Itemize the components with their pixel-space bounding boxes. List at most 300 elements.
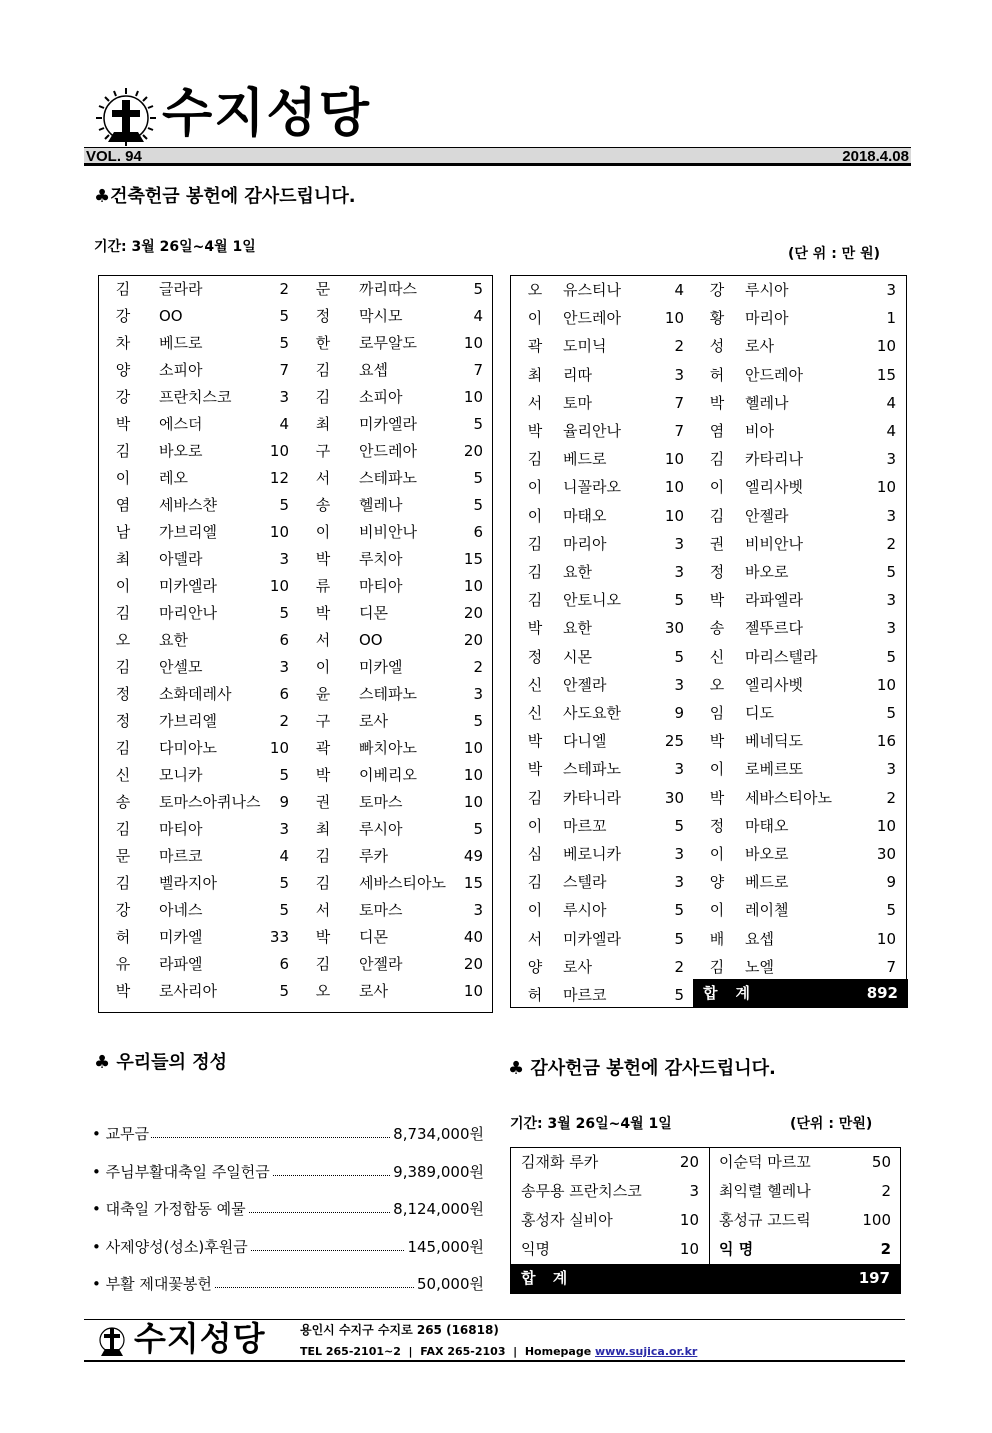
donor-row xyxy=(99,600,492,627)
donor-surname: 성 xyxy=(709,337,725,356)
donor-row xyxy=(511,671,906,699)
donor-given-name: 소화데레사 xyxy=(159,685,232,703)
donor-surname: 강 xyxy=(709,281,725,299)
donor-given-name: 요셉 xyxy=(745,929,774,948)
donor-amount: 15 xyxy=(463,550,483,568)
footer-homepage-label: Homepage xyxy=(524,1345,592,1358)
donor-surname: 김 xyxy=(527,563,543,581)
offering-item xyxy=(92,1235,484,1259)
donor-amount: 9 xyxy=(674,704,684,722)
donor-row xyxy=(511,361,906,389)
offering-item xyxy=(92,1122,484,1146)
donor-surname: 송 xyxy=(315,496,331,514)
donor-surname: 김 xyxy=(709,957,725,976)
donor-surname: 문 xyxy=(115,847,131,865)
donor-surname: 신 xyxy=(527,704,543,722)
donor-amount: 5 xyxy=(473,712,483,730)
donor-amount: 3 xyxy=(674,365,684,384)
donor-amount: 40 xyxy=(463,928,483,946)
donor-row xyxy=(511,755,906,783)
donor-given-name: 스테파노 xyxy=(359,685,417,703)
donor-amount: 3 xyxy=(473,901,483,919)
donor-surname: 곽 xyxy=(315,739,331,757)
donor-given-name: 베네딕도 xyxy=(745,732,803,751)
donor-amount: 16 xyxy=(876,732,896,751)
donor-row xyxy=(511,417,906,445)
donor-amount: 20 xyxy=(463,604,483,622)
donor-given-name: 가브리엘 xyxy=(159,712,217,730)
donor-amount: 3 xyxy=(674,675,684,694)
donor-amount: 25 xyxy=(664,732,684,751)
donor-row xyxy=(511,868,906,896)
donor-given-name: 카타니라 xyxy=(563,788,621,807)
donor-given-name: 요셉 xyxy=(359,361,388,379)
donor-given-name: 소피아 xyxy=(159,361,203,379)
donor-given-name: 바오로 xyxy=(745,845,789,863)
donor-list-left xyxy=(98,275,493,1013)
donor-surname: 한 xyxy=(315,334,331,352)
donor-row xyxy=(511,953,906,981)
donor-amount: 3 xyxy=(674,845,684,863)
footer-bottom-rule xyxy=(84,1360,905,1362)
donor-surname: 서 xyxy=(315,631,331,649)
donor-surname: 이 xyxy=(527,901,543,920)
donor-row xyxy=(511,332,906,360)
donor-surname: 박 xyxy=(527,732,543,751)
donor-amount: 15 xyxy=(463,874,483,892)
donor-row xyxy=(99,546,492,573)
donor-surname: 김 xyxy=(527,450,543,469)
donor-surname: 오 xyxy=(527,281,543,299)
donor-surname: 차 xyxy=(115,334,131,352)
donor-surname: 김 xyxy=(315,955,331,973)
donor-row xyxy=(99,924,492,951)
donor-given-name: 루시아 xyxy=(563,901,607,920)
donor-given-name: 안젤라 xyxy=(359,955,403,973)
donor-surname: 오 xyxy=(315,982,331,1000)
donor-amount: 2 xyxy=(279,280,289,298)
donor-surname: 구 xyxy=(315,712,331,730)
donor-row xyxy=(511,727,906,755)
issue-date: 2018.4.08 xyxy=(842,148,909,165)
donor-amount: 10 xyxy=(463,334,483,352)
donor-surname: 서 xyxy=(527,929,543,948)
donor-amount: 5 xyxy=(279,874,289,892)
donor-surname: 허 xyxy=(115,928,131,946)
thanks-total-label: 합 계 xyxy=(521,1269,574,1287)
donor-amount: 10 xyxy=(876,929,896,948)
donor-row xyxy=(511,784,906,812)
donor-given-name: 요한 xyxy=(563,563,592,581)
donor-surname: 최 xyxy=(315,820,331,838)
donor-surname: 최 xyxy=(315,415,331,433)
donor-given-name: 헬레나 xyxy=(745,393,789,412)
donor-amount: 3 xyxy=(886,450,896,469)
donor-row xyxy=(511,840,906,868)
donor-amount: 6 xyxy=(473,523,483,541)
donor-given-name: 마리스텔라 xyxy=(745,647,818,666)
donor-given-name: 비비안나 xyxy=(745,534,803,553)
donor-amount: 5 xyxy=(279,982,289,1000)
donor-amount: 6 xyxy=(279,685,289,703)
offering-amount: 8,734,000원 xyxy=(391,1122,484,1146)
donor-amount: 20 xyxy=(463,631,483,649)
donor-row xyxy=(99,708,492,735)
donor-amount: 10 xyxy=(463,739,483,757)
donor-surname: 구 xyxy=(315,442,331,460)
donor-surname: 심 xyxy=(527,845,543,863)
donor-given-name: 마티아 xyxy=(359,577,403,595)
donor-surname: 송 xyxy=(115,793,131,811)
thanks-period: 기간: 3월 26일~4월 1일 xyxy=(510,1116,672,1132)
donor-given-name: 다미아노 xyxy=(159,739,217,757)
donor-amount: 10 xyxy=(269,739,289,757)
donor-given-name: 도미닉 xyxy=(563,337,607,356)
donor-given-name: 마르코 xyxy=(159,847,203,865)
donor-row xyxy=(99,330,492,357)
donor-amount: 15 xyxy=(876,365,896,384)
donor-given-name: 로무알도 xyxy=(359,334,417,352)
donor-given-name: 미카엘라 xyxy=(563,929,621,948)
donor-given-name: 마르코 xyxy=(563,986,607,1004)
donor-row xyxy=(511,304,906,332)
volume-bar xyxy=(84,147,911,166)
donor-given-name: 안젤라 xyxy=(563,675,607,694)
offering-item xyxy=(92,1272,484,1296)
donor-surname: 권 xyxy=(709,534,725,553)
donor-surname: 이 xyxy=(527,478,543,497)
donor-surname: 허 xyxy=(527,986,543,1004)
donor-given-name: 미카엘 xyxy=(159,928,203,946)
donor-given-name: 안셀모 xyxy=(159,658,203,676)
donor-surname: 강 xyxy=(115,388,131,406)
donor-given-name: 로사 xyxy=(359,982,388,1000)
thanks-amount: 10 xyxy=(679,1240,699,1258)
thanks-total-value: 197 xyxy=(858,1269,890,1287)
building-fund-title: ♣건축헌금 봉헌에 감사드립니다. xyxy=(94,186,356,207)
donor-surname: 이 xyxy=(709,478,725,497)
thanks-amount: 10 xyxy=(679,1211,699,1229)
donor-given-name: 까리따스 xyxy=(359,280,417,298)
donor-given-name: 아델라 xyxy=(159,550,203,568)
thanks-table xyxy=(510,1147,901,1294)
donor-amount: 6 xyxy=(279,631,289,649)
footer-sep-2: | xyxy=(513,1345,518,1358)
donor-row xyxy=(511,699,906,727)
donor-given-name: 젤뚜르다 xyxy=(745,619,803,638)
donor-given-name: 베드로 xyxy=(563,450,607,469)
donor-given-name: 엘리사벳 xyxy=(745,478,803,497)
offering-item xyxy=(92,1160,484,1184)
donor-amount: 5 xyxy=(674,816,684,835)
donor-amount: 2 xyxy=(674,957,684,976)
donor-given-name: 빠치아노 xyxy=(359,739,417,757)
donor-row xyxy=(99,384,492,411)
donor-given-name: 에스더 xyxy=(159,415,203,433)
donor-row xyxy=(99,411,492,438)
donor-surname: 김 xyxy=(115,604,131,622)
donor-surname: 박 xyxy=(527,422,543,440)
donor-amount: 5 xyxy=(279,307,289,325)
donor-given-name: 헬레나 xyxy=(359,496,403,514)
thanks-name: 익 명 xyxy=(719,1240,754,1258)
offering-label: • 부활 제대꽃봉헌 xyxy=(92,1272,214,1296)
donor-row xyxy=(99,438,492,465)
donor-given-name: 토마스아퀴나스 xyxy=(159,793,261,811)
donor-given-name: 라파엘라 xyxy=(745,591,803,610)
donor-amount: 3 xyxy=(279,658,289,676)
donor-surname: 박 xyxy=(709,591,725,610)
building-total-label: 합계 xyxy=(703,984,768,1002)
footer-tel: TEL 265-2101~2 xyxy=(300,1345,401,1358)
donor-row xyxy=(99,735,492,762)
donor-given-name: 사도요한 xyxy=(563,704,621,722)
donor-row xyxy=(511,530,906,558)
donor-given-name: 레오 xyxy=(159,469,188,487)
donor-given-name: 요한 xyxy=(159,631,188,649)
donor-given-name: 리따 xyxy=(563,365,592,384)
donor-amount: 5 xyxy=(279,766,289,784)
donor-row xyxy=(511,643,906,671)
donor-amount: 3 xyxy=(674,760,684,779)
donor-given-name: 스테파노 xyxy=(359,469,417,487)
donor-given-name: 안드레아 xyxy=(359,442,417,460)
donor-surname: 오 xyxy=(709,675,725,694)
donor-amount: 12 xyxy=(269,469,289,487)
thanks-amount: 20 xyxy=(679,1153,699,1171)
donor-given-name: 토마스 xyxy=(359,901,403,919)
donor-surname: 권 xyxy=(315,793,331,811)
donor-amount: 10 xyxy=(269,442,289,460)
donor-surname: 류 xyxy=(315,577,331,595)
donor-amount: 4 xyxy=(886,393,896,412)
donor-row xyxy=(99,627,492,654)
donor-surname: 오 xyxy=(115,631,131,649)
donor-surname: 김 xyxy=(115,739,131,757)
donor-surname: 임 xyxy=(709,704,725,722)
donor-amount: 3 xyxy=(279,550,289,568)
donor-row xyxy=(99,951,492,978)
donor-given-name: 마리안나 xyxy=(159,604,217,622)
donor-amount: 5 xyxy=(674,591,684,610)
donor-surname: 서 xyxy=(527,393,543,412)
footer-fax: FAX 265-2103 xyxy=(420,1345,506,1358)
donor-surname: 신 xyxy=(115,766,131,784)
donor-amount: 5 xyxy=(279,901,289,919)
donor-surname: 박 xyxy=(527,760,543,779)
thanks-amount: 2 xyxy=(880,1240,891,1258)
donor-given-name: 프란치스코 xyxy=(159,388,232,406)
donor-surname: 이 xyxy=(315,523,331,541)
donor-amount: 5 xyxy=(473,280,483,298)
donor-amount: 10 xyxy=(664,309,684,328)
donor-surname: 김 xyxy=(115,820,131,838)
donor-row xyxy=(511,445,906,473)
donor-surname: 박 xyxy=(315,766,331,784)
donor-given-name: 스테파노 xyxy=(563,760,621,779)
donor-given-name: 레이첼 xyxy=(745,901,789,920)
donor-given-name: 율리안나 xyxy=(563,422,621,440)
donor-amount: 3 xyxy=(279,388,289,406)
donor-given-name: 바오로 xyxy=(745,563,789,581)
donor-amount: 7 xyxy=(473,361,483,379)
donor-given-name: 비비안나 xyxy=(359,523,417,541)
donor-surname: 최 xyxy=(115,550,131,568)
donor-row xyxy=(99,978,492,1005)
offering-label: • 교무금 xyxy=(92,1122,151,1146)
donor-surname: 박 xyxy=(709,393,725,412)
donor-surname: 황 xyxy=(709,309,725,328)
donor-row xyxy=(511,896,906,924)
donor-given-name: 루시아 xyxy=(745,281,789,299)
donor-surname: 서 xyxy=(315,469,331,487)
donor-given-name: 안드레아 xyxy=(563,309,621,328)
donor-amount: 3 xyxy=(674,563,684,581)
donor-row xyxy=(511,276,906,304)
footer-sep-1: | xyxy=(408,1345,413,1358)
donor-surname: 문 xyxy=(315,280,331,298)
donor-surname: 이 xyxy=(527,506,543,525)
donor-row xyxy=(511,925,906,953)
donor-given-name: 마르꼬 xyxy=(563,816,607,835)
donor-row xyxy=(99,276,492,303)
donor-surname: 김 xyxy=(527,534,543,553)
donor-row xyxy=(511,981,906,1009)
donor-surname: 강 xyxy=(115,901,131,919)
donor-row xyxy=(99,573,492,600)
donor-given-name: 아네스 xyxy=(159,901,203,919)
donor-given-name: 로베르또 xyxy=(745,760,803,779)
donor-given-name: 요한 xyxy=(563,619,592,638)
donor-surname: 허 xyxy=(709,365,725,384)
donor-given-name: 세바스티아노 xyxy=(745,788,832,807)
donor-given-name: 로사 xyxy=(359,712,388,730)
donor-surname: 박 xyxy=(315,928,331,946)
donor-surname: 곽 xyxy=(527,337,543,356)
thanks-row xyxy=(511,1206,900,1235)
donor-amount: 10 xyxy=(876,337,896,356)
donor-surname: 배 xyxy=(709,929,725,948)
donor-row xyxy=(99,492,492,519)
donor-amount: 20 xyxy=(463,955,483,973)
donor-amount: 10 xyxy=(876,816,896,835)
donor-surname: 신 xyxy=(527,675,543,694)
donor-given-name: OO xyxy=(359,631,383,649)
donor-amount: 5 xyxy=(886,901,896,920)
donor-given-name: OO xyxy=(159,307,183,325)
donor-surname: 이 xyxy=(115,577,131,595)
offering-label: • 사제양성(성소)후원금 xyxy=(92,1235,250,1259)
volume-number: VOL. 94 xyxy=(86,148,142,165)
donor-amount: 2 xyxy=(886,788,896,807)
donor-surname: 박 xyxy=(315,604,331,622)
donor-surname: 김 xyxy=(115,280,131,298)
donor-amount: 5 xyxy=(674,929,684,948)
donor-row xyxy=(511,389,906,417)
donor-amount: 3 xyxy=(674,534,684,553)
donor-amount: 5 xyxy=(473,415,483,433)
donor-given-name: 세바스챤 xyxy=(159,496,217,514)
donor-amount: 10 xyxy=(463,793,483,811)
donor-amount: 10 xyxy=(463,982,483,1000)
thanks-amount: 100 xyxy=(862,1211,891,1229)
donor-given-name: 베드로 xyxy=(159,334,203,352)
donor-amount: 7 xyxy=(674,393,684,412)
donor-surname: 신 xyxy=(709,647,725,666)
donor-given-name: 이베리오 xyxy=(359,766,417,784)
donor-amount: 2 xyxy=(886,534,896,553)
thanks-amount: 2 xyxy=(881,1182,891,1200)
donor-given-name: 루치아 xyxy=(359,550,403,568)
donor-amount: 7 xyxy=(674,422,684,440)
donor-surname: 이 xyxy=(709,845,725,863)
donor-surname: 염 xyxy=(709,422,725,440)
donor-amount: 5 xyxy=(886,563,896,581)
donor-amount: 5 xyxy=(674,647,684,666)
donor-surname: 양 xyxy=(115,361,131,379)
donor-amount: 3 xyxy=(886,281,896,299)
offering-label: • 대축일 가정합동 예물 xyxy=(92,1197,248,1221)
donor-given-name: 로사 xyxy=(745,337,774,356)
donor-row xyxy=(99,843,492,870)
donor-given-name: 베드로 xyxy=(745,873,789,892)
donor-given-name: 노엘 xyxy=(745,957,774,976)
donor-given-name: 다니엘 xyxy=(563,732,607,751)
thanks-row xyxy=(511,1148,900,1177)
donor-given-name: 막시모 xyxy=(359,307,403,325)
donor-amount: 5 xyxy=(279,604,289,622)
donor-amount: 2 xyxy=(279,712,289,730)
thanks-title: ♣ 감사헌금 봉헌에 감사드립니다. xyxy=(508,1058,776,1079)
donor-given-name: 디도 xyxy=(745,704,774,722)
donor-row xyxy=(99,303,492,330)
donor-amount: 30 xyxy=(876,845,896,863)
footer-parish-title: 수지성당 xyxy=(134,1319,266,1358)
donor-row xyxy=(511,586,906,614)
donor-given-name: 소피아 xyxy=(359,388,403,406)
donor-amount: 3 xyxy=(886,506,896,525)
donor-amount: 5 xyxy=(279,334,289,352)
donor-given-name: 로사 xyxy=(563,957,592,976)
offering-item xyxy=(92,1197,484,1221)
donor-surname: 이 xyxy=(527,309,543,328)
donor-surname: 김 xyxy=(315,874,331,892)
donor-given-name: 미카엘라 xyxy=(359,415,417,433)
donor-amount: 10 xyxy=(463,388,483,406)
donor-amount: 4 xyxy=(674,281,684,299)
donor-amount: 5 xyxy=(279,496,289,514)
donor-given-name: 디몬 xyxy=(359,928,388,946)
donor-surname: 이 xyxy=(709,760,725,779)
footer-homepage-link[interactable]: www.sujica.or.kr xyxy=(595,1345,698,1358)
thanks-name: 최익렬 헬레나 xyxy=(719,1182,811,1200)
donor-surname: 이 xyxy=(315,658,331,676)
donor-surname: 박 xyxy=(315,550,331,568)
donor-row xyxy=(511,812,906,840)
donor-given-name: 글라라 xyxy=(159,280,203,298)
donor-surname: 정 xyxy=(709,816,725,835)
thanks-row xyxy=(511,1177,900,1206)
donor-row xyxy=(99,870,492,897)
thanks-name: 송무용 프란치스코 xyxy=(521,1182,642,1200)
donor-amount: 9 xyxy=(886,873,896,892)
donor-row xyxy=(99,897,492,924)
donor-amount: 3 xyxy=(473,685,483,703)
donor-given-name: 니꼴라오 xyxy=(563,478,621,497)
donor-surname: 남 xyxy=(115,523,131,541)
donor-surname: 이 xyxy=(709,901,725,920)
donor-amount: 6 xyxy=(279,955,289,973)
